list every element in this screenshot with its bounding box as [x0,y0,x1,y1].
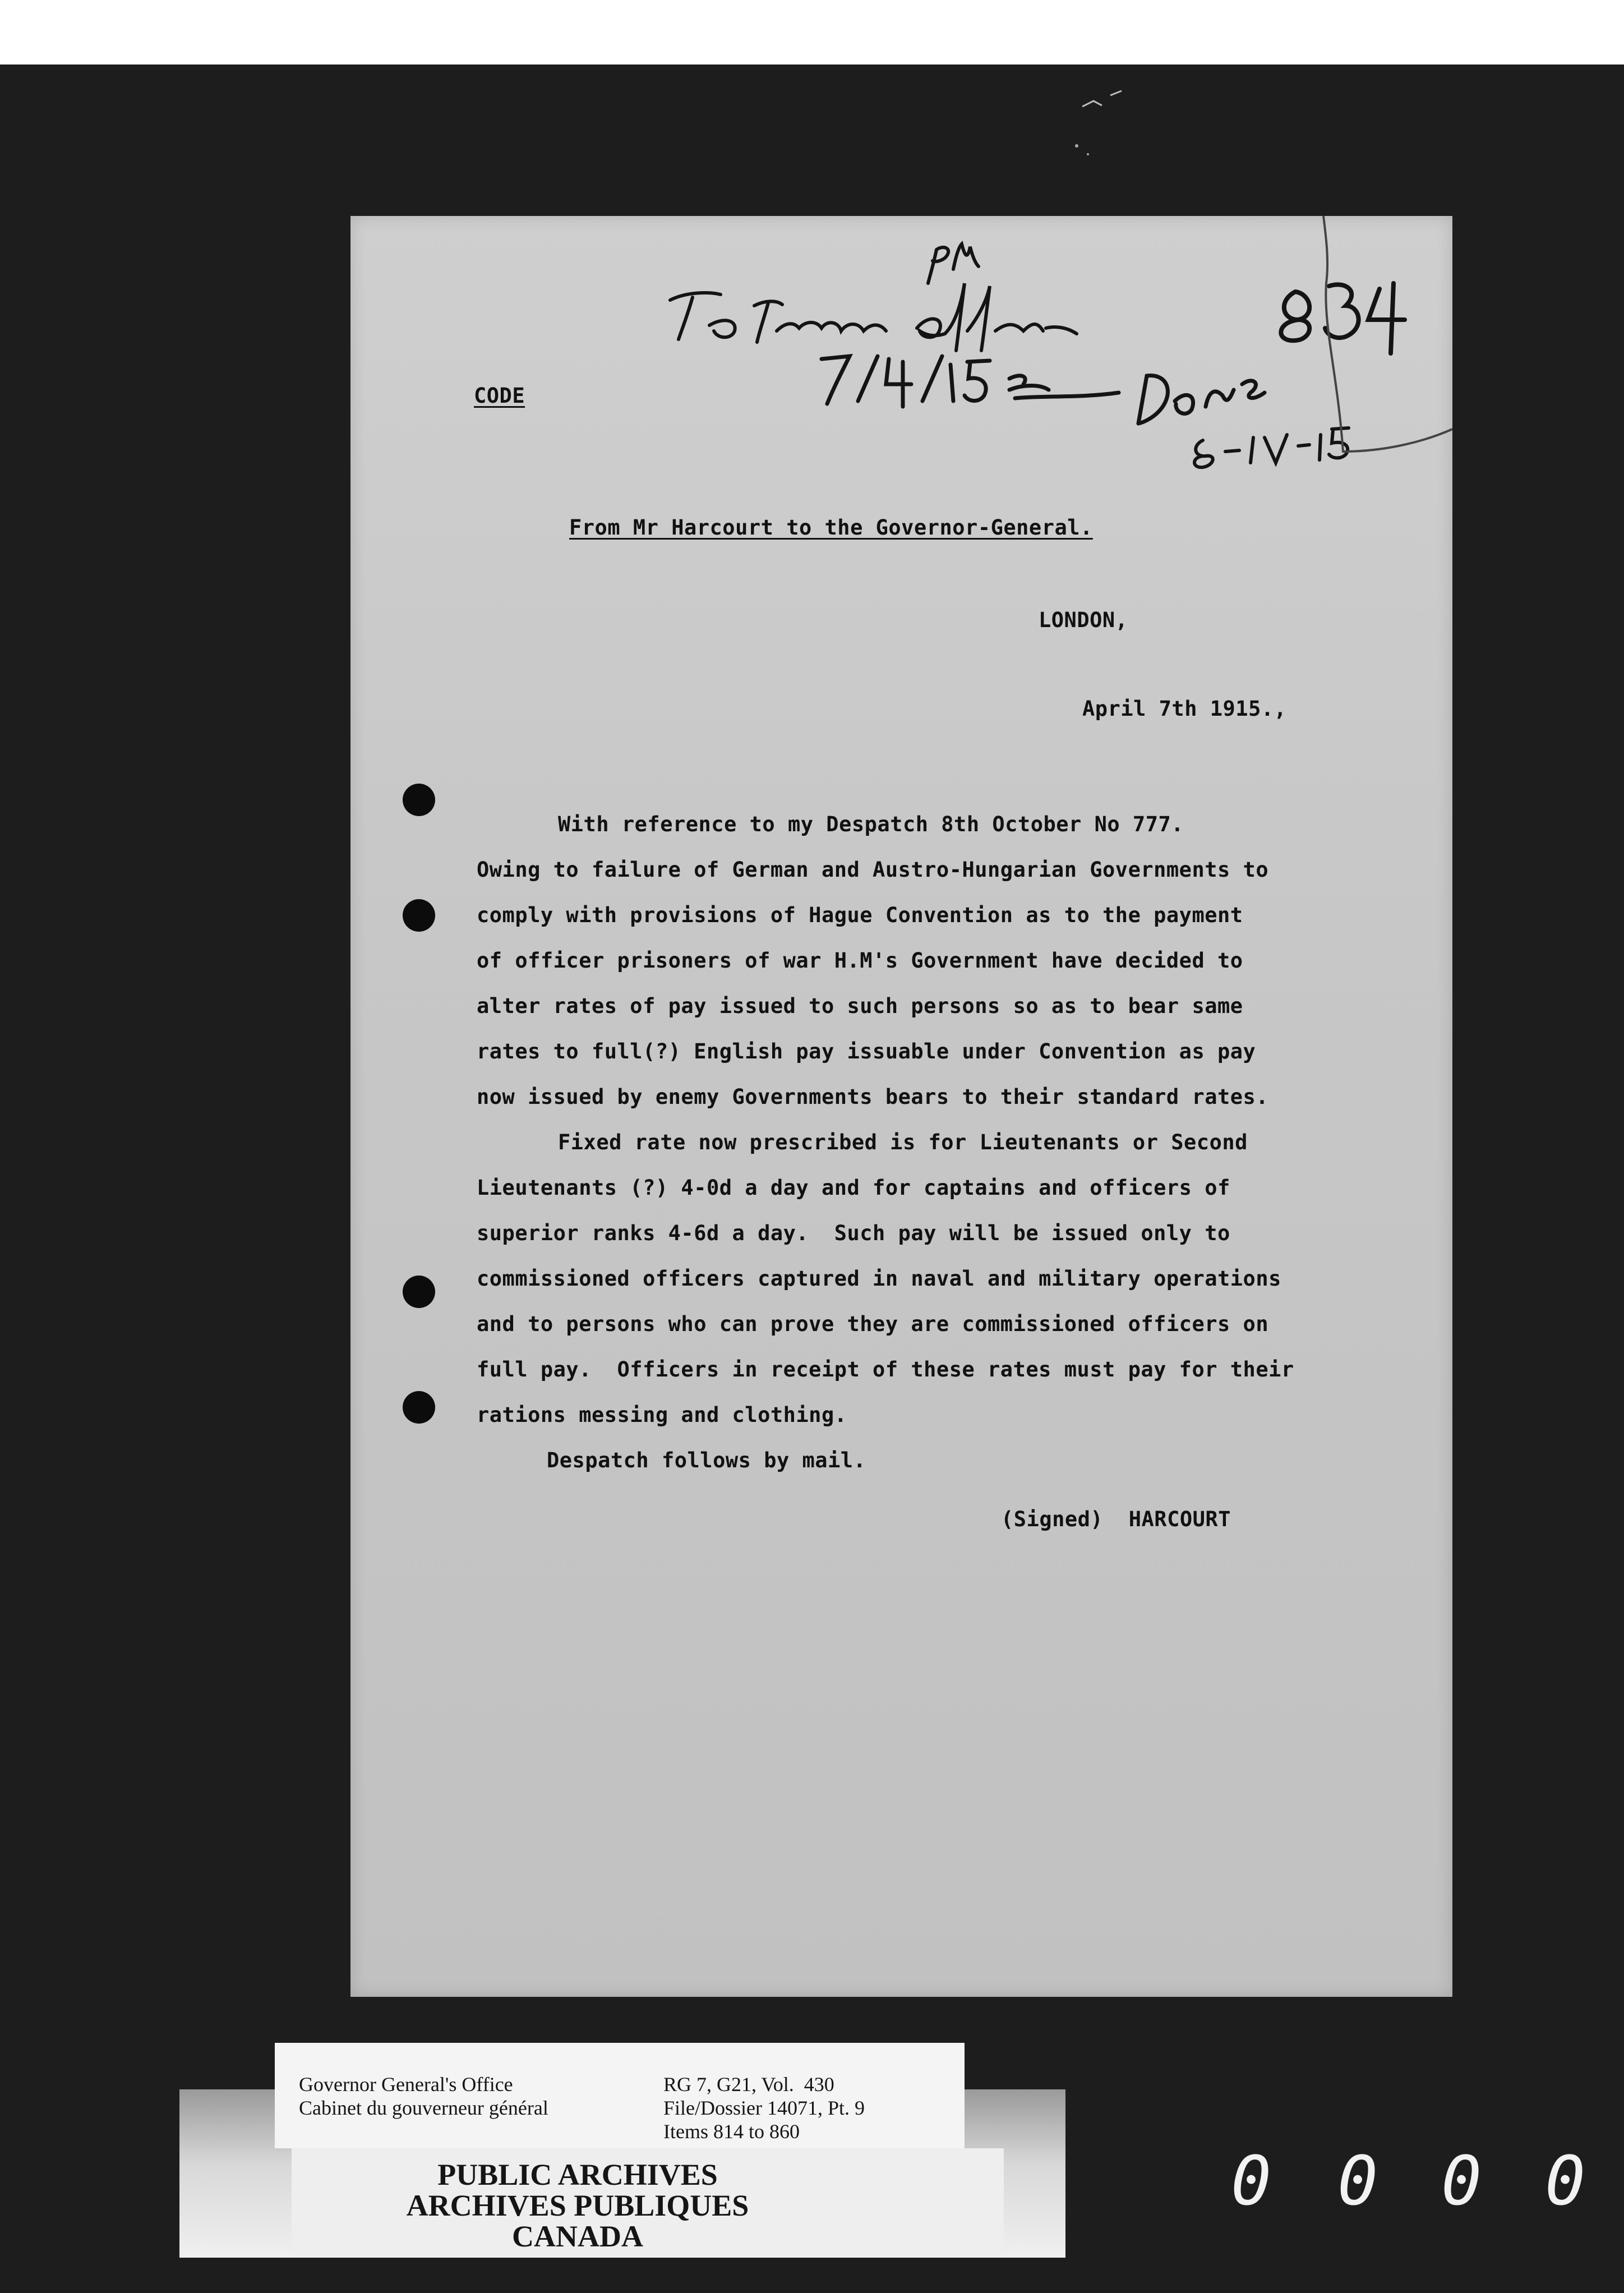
body-line: With reference to my Despatch 8th October No 777. [558,812,1184,836]
punch-hole [403,1391,435,1424]
body-line: of officer prisoners of war H.M's Government have decided to [477,948,1243,973]
code-heading: CODE [474,384,525,408]
frame-number-digit: 0 [1545,2143,1586,2221]
telegram-page [350,216,1452,1997]
body-line: now issued by enemy Governments bears to their standard rates. [477,1085,1269,1109]
film-specks [1060,84,1138,174]
note-to-internal-affairs [670,283,1077,351]
archive-reference-label [275,2043,965,2148]
body-line: Fixed rate now prescribed is for Lieutenants or Second [558,1130,1248,1154]
body-line: Despatch follows by mail. [547,1448,866,1472]
body-line: rations messing and clothing. [477,1403,847,1427]
body-line: full pay. Officers in receipt of these rates must pay for their [477,1357,1294,1382]
from-line: From Mr Harcourt to the Governor-General. [569,515,1093,540]
initials-pm [928,244,979,283]
body-line: commissioned officers captured in naval and military operations [477,1267,1281,1291]
handwritten-annotations [350,216,1452,609]
body-line: Lieutenants (?) 4-0d a day and for captains and officers of [477,1176,1230,1200]
body-line: alter rates of pay issued to such persons so as to bear same [477,994,1243,1018]
done-annotation [1138,376,1265,423]
body-line: Owing to failure of German and Austro-Hungarian Governments to [477,858,1269,882]
punch-hole [403,899,435,932]
punch-hole [403,1276,435,1308]
frame-number-digit: 0 [1231,2143,1272,2221]
margin-line [1323,216,1452,452]
date-line: April 7th 1915., [1082,697,1287,721]
frame-number-digit: 0 [1337,2143,1378,2221]
stamp-line-1: PUBLIC ARCHIVES [437,2158,718,2191]
stamp-line-3: CANADA [512,2220,643,2253]
stamp-line-2: ARCHIVES PUBLIQUES [406,2189,749,2222]
label-items: Items 814 to 860 [663,2120,800,2143]
note-date [822,356,1119,407]
label-office-en: Governor General's Office [299,2073,513,2096]
body-line: rates to full(?) English pay issuable under Convention as pay [477,1039,1256,1063]
label-office-fr: Cabinet du gouverneur général [299,2097,548,2119]
body-line: and to persons who can prove they are commissioned officers on [477,1312,1269,1336]
punch-hole [403,784,435,816]
number-834 [1281,283,1405,353]
label-file: File/Dossier 14071, Pt. 9 [663,2097,865,2119]
signature-line: (Signed) HARCOURT [1001,1507,1231,1531]
label-ref: RG 7, G21, Vol. 430 [663,2073,834,2096]
done-date [1194,428,1349,467]
body-line: superior ranks 4-6d a day. Such pay will be issued only to [477,1221,1230,1245]
frame-number-digit: 0 [1441,2143,1482,2221]
body-line: comply with provisions of Hague Convention as to the payment [477,903,1243,927]
place-line: LONDON, [1039,608,1128,632]
